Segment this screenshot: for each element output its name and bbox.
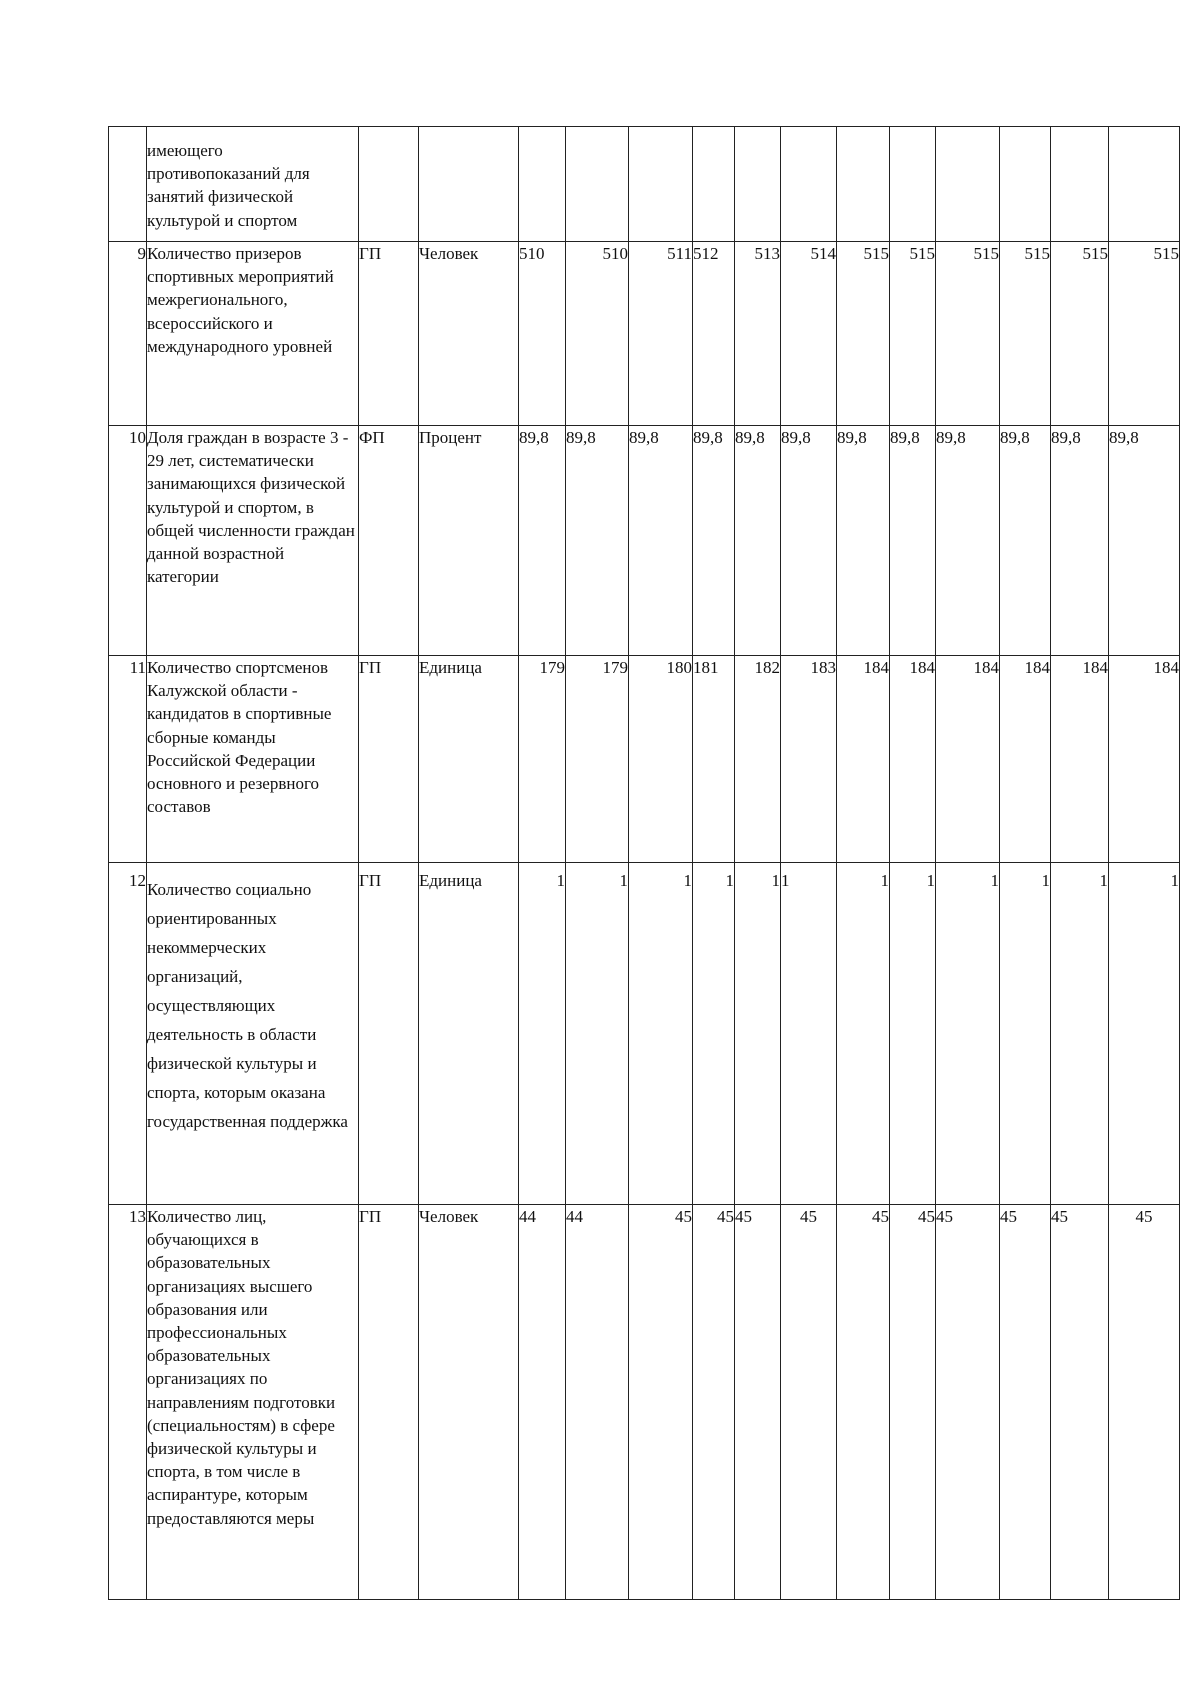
value-cell: 45 xyxy=(693,1205,735,1600)
value-cell: 89,8 xyxy=(629,426,693,656)
value-cell: 45 xyxy=(837,1205,890,1600)
value-cell xyxy=(890,127,936,242)
value-cell: 89,8 xyxy=(566,426,629,656)
value-cell: 1 xyxy=(936,863,1000,1205)
value-cell: 1 xyxy=(1000,863,1051,1205)
unit-of-measure: Единица xyxy=(419,656,519,863)
value-cell xyxy=(1109,127,1180,242)
row-number: 12 xyxy=(109,863,147,1205)
program-code xyxy=(359,127,419,242)
table-row xyxy=(109,863,1180,1205)
indicator-name: Доля граждан в возрасте 3 - 29 лет, систематически занимающихся физической культурой и спортом, в общей численности граждан данной возрастной категории xyxy=(147,426,359,656)
value-cell: 183 xyxy=(781,656,837,863)
value-cell: 515 xyxy=(936,242,1000,426)
value-cell xyxy=(936,127,1000,242)
unit-of-measure: Человек xyxy=(419,242,519,426)
value-cell: 515 xyxy=(837,242,890,426)
table-row xyxy=(109,426,1180,656)
value-cell: 44 xyxy=(566,1205,629,1600)
value-cell: 514 xyxy=(781,242,837,426)
value-cell: 510 xyxy=(566,242,629,426)
table-row xyxy=(109,127,1180,242)
indicator-name: Количество лиц, обучающихся в образовательных организациях высшего образования или профессиональных образовательных организациях по направлениям подготовки (специальностям) в сфере физической культуры и спорта, в том числе в аспирантуре, которым предоставляются меры xyxy=(147,1205,359,1600)
value-cell: 184 xyxy=(1000,656,1051,863)
value-cell: 45 xyxy=(781,1205,837,1600)
value-cell: 515 xyxy=(1109,242,1180,426)
value-cell: 515 xyxy=(890,242,936,426)
value-cell: 45 xyxy=(936,1205,1000,1600)
value-cell xyxy=(629,127,693,242)
value-cell: 1 xyxy=(1051,863,1109,1205)
value-cell: 184 xyxy=(837,656,890,863)
value-cell: 45 xyxy=(735,1205,781,1600)
value-cell: 89,8 xyxy=(693,426,735,656)
row-number: 11 xyxy=(109,656,147,863)
value-cell: 89,8 xyxy=(936,426,1000,656)
indicator-name: Количество спортсменов Калужской области - кандидатов в спортивные сборные команды Российской Федерации основного и резервного составов xyxy=(147,656,359,863)
value-cell: 44 xyxy=(519,1205,566,1600)
value-cell: 89,8 xyxy=(1000,426,1051,656)
program-code: ГП xyxy=(359,1205,419,1600)
value-cell: 45 xyxy=(1109,1205,1180,1600)
value-cell: 510 xyxy=(519,242,566,426)
value-cell: 184 xyxy=(1051,656,1109,863)
value-cell: 1 xyxy=(735,863,781,1205)
value-cell xyxy=(519,127,566,242)
value-cell: 45 xyxy=(1000,1205,1051,1600)
program-code: ГП xyxy=(359,656,419,863)
unit-of-measure: Процент xyxy=(419,426,519,656)
indicator-name: Количество призеров спортивных мероприятий межрегионального, всероссийского и международного уровней xyxy=(147,242,359,426)
value-cell: 89,8 xyxy=(890,426,936,656)
value-cell: 182 xyxy=(735,656,781,863)
row-number: 9 xyxy=(109,242,147,426)
value-cell: 89,8 xyxy=(735,426,781,656)
unit-of-measure: Человек xyxy=(419,1205,519,1600)
unit-of-measure xyxy=(419,127,519,242)
value-cell: 515 xyxy=(1051,242,1109,426)
indicator-name: имеющего противопоказаний для занятий физической культурой и спортом xyxy=(147,127,359,242)
value-cell: 184 xyxy=(936,656,1000,863)
value-cell: 89,8 xyxy=(781,426,837,656)
value-cell: 512 xyxy=(693,242,735,426)
value-cell: 1 xyxy=(781,863,837,1205)
table-row xyxy=(109,1205,1180,1600)
program-code: ФП xyxy=(359,426,419,656)
value-cell: 511 xyxy=(629,242,693,426)
value-cell: 1 xyxy=(890,863,936,1205)
value-cell: 1 xyxy=(566,863,629,1205)
value-cell: 89,8 xyxy=(519,426,566,656)
row-number: 13 xyxy=(109,1205,147,1600)
value-cell: 1 xyxy=(693,863,735,1205)
value-cell: 1 xyxy=(837,863,890,1205)
value-cell xyxy=(566,127,629,242)
value-cell xyxy=(735,127,781,242)
row-number: 10 xyxy=(109,426,147,656)
unit-of-measure: Единица xyxy=(419,863,519,1205)
value-cell: 179 xyxy=(519,656,566,863)
value-cell: 89,8 xyxy=(837,426,890,656)
value-cell: 179 xyxy=(566,656,629,863)
value-cell: 515 xyxy=(1000,242,1051,426)
value-cell: 1 xyxy=(519,863,566,1205)
value-cell xyxy=(781,127,837,242)
value-cell: 89,8 xyxy=(1051,426,1109,656)
table-row xyxy=(109,242,1180,426)
value-cell: 184 xyxy=(1109,656,1180,863)
value-cell: 89,8 xyxy=(1109,426,1180,656)
value-cell xyxy=(693,127,735,242)
program-code: ГП xyxy=(359,863,419,1205)
value-cell: 45 xyxy=(1051,1205,1109,1600)
value-cell: 45 xyxy=(629,1205,693,1600)
value-cell: 1 xyxy=(629,863,693,1205)
value-cell: 1 xyxy=(1109,863,1180,1205)
row-number xyxy=(109,127,147,242)
indicators-table xyxy=(108,126,1180,1600)
value-cell: 45 xyxy=(890,1205,936,1600)
value-cell: 180 xyxy=(629,656,693,863)
program-code: ГП xyxy=(359,242,419,426)
value-cell: 184 xyxy=(890,656,936,863)
table-row xyxy=(109,656,1180,863)
value-cell xyxy=(1000,127,1051,242)
value-cell: 181 xyxy=(693,656,735,863)
indicator-name: Количество социально ориентированных некоммерческих организаций, осуществляющих деятельность в области физической культуры и спорта, которым оказана государственная поддержка xyxy=(147,863,359,1205)
value-cell: 513 xyxy=(735,242,781,426)
value-cell xyxy=(837,127,890,242)
value-cell xyxy=(1051,127,1109,242)
